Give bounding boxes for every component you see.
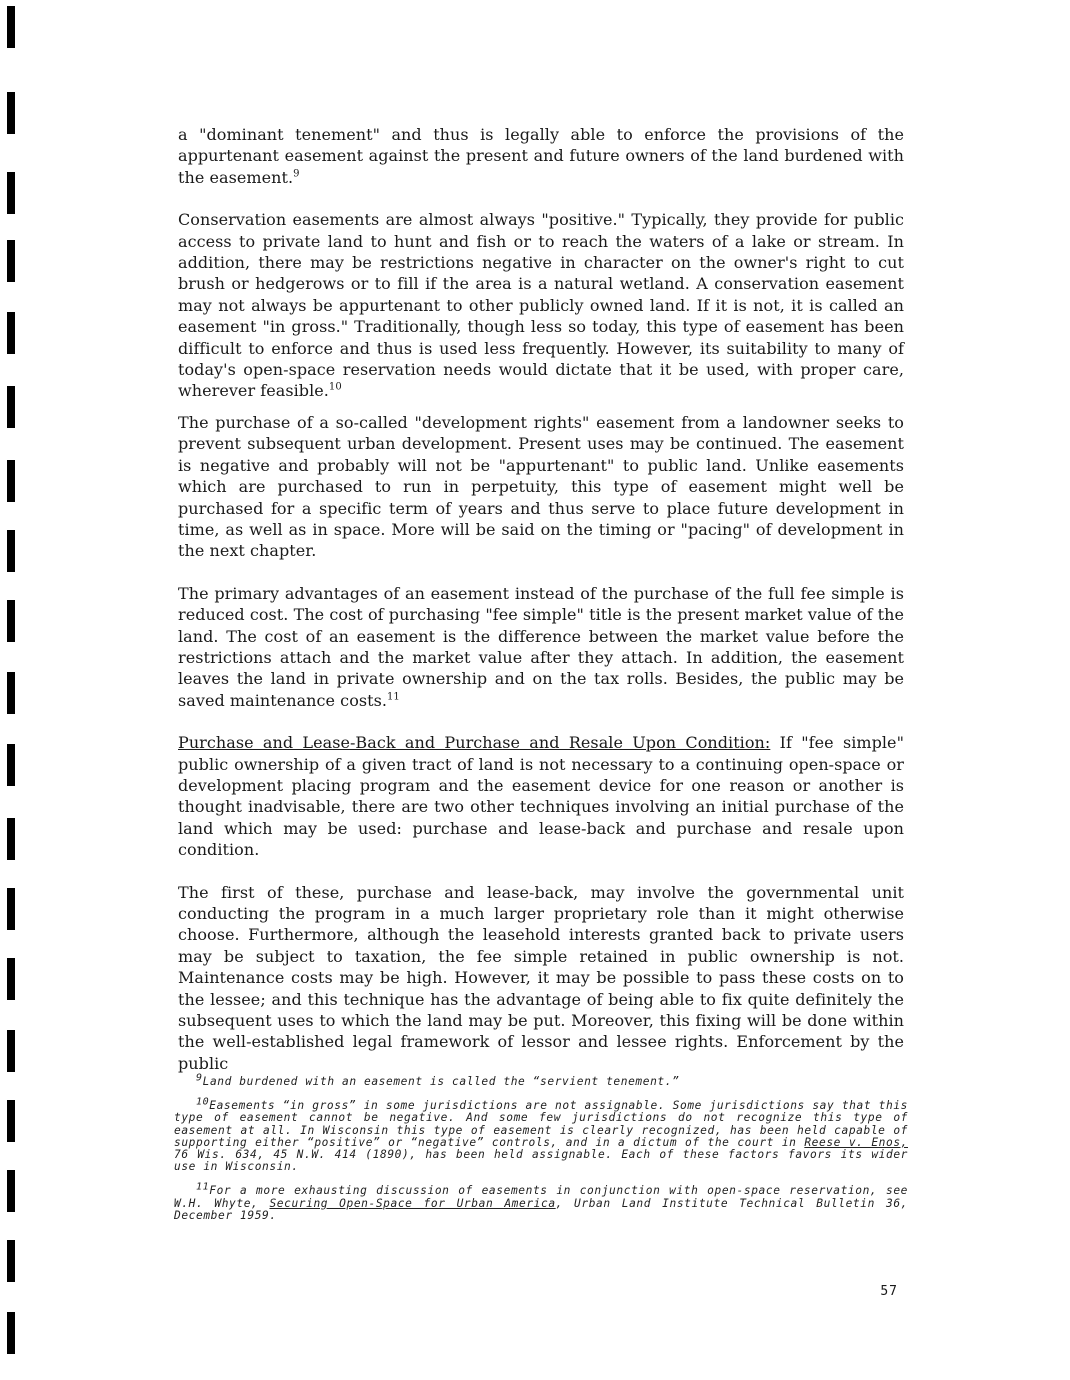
- book-title: Securing Open-Space for Urban America: [269, 1196, 556, 1210]
- footnote-mark: 9: [196, 1072, 203, 1084]
- footnote-ref-10: 10: [328, 382, 342, 394]
- footnote-9: 9Land burdened with an easement is called the “servient tenement.”: [196, 1072, 680, 1088]
- binding-hole: [7, 600, 15, 642]
- footnote-11: 11For a more exhausting discussion of easements in conjunction with open-space reservation, see W.H. Whyte, Securing Open-Space for Urban America, Urban Land Institute Technical Bulletin 36, December 1959.: [174, 1181, 908, 1222]
- footnote-10: 10Easements “in gross” in some jurisdictions are not assignable. Some jurisdictions say that this type of easement cannot be negative. And some few jurisdictions do not recognize this type of easement at all. In Wisconsin this type of easement is clearly recognized, has been held capable of supporting either “positive” or “negative” controls, and in a dictum of the court in Reese v. Enos, 76 Wis. 634, 45 N.W. 414 (1890), has been held assignable. Each of these factors favors its wider use in Wisconsin.: [174, 1096, 908, 1174]
- binding-hole: [7, 958, 15, 1000]
- binding-hole: [7, 386, 15, 428]
- binding-hole: [7, 818, 15, 860]
- page-number: 57: [880, 1284, 898, 1299]
- footnote-ref-11: 11: [387, 691, 400, 703]
- binding-hole: [7, 1030, 15, 1072]
- binding-hole: [7, 240, 15, 282]
- binding-hole: [7, 1312, 15, 1354]
- paragraph-development-rights: The purchase of a so-called "development rights" easement from a landowner seeks to prevent subsequent urban development. Present uses may be continued. The easement is negative and probably will not be "appurtenant" to public land. Unlike easements which are purchased to run in perpetuity, this type of easement might well be purchased for a specific term of years and thus serve to place future development in time, as well as in space. More will be said on the timing or "pacing" of development in the next chapter.: [178, 412, 904, 561]
- binding-hole: [7, 1170, 15, 1212]
- paragraph-purchase-lease-back: Purchase and Lease-Back and Purchase and Resale Upon Condition: If "fee simple" public ownership of a given tract of land is not necessary to a continuing open-space or development placing program and the easement device for one reason or another is thought inadvisable, there are two other techniques involving an initial purchase of the land which may be used: purchase and lease-back and purchase and resale upon condition.: [178, 733, 904, 860]
- page-body: [178, 124, 904, 1074]
- paragraph-first-of-these: The first of these, purchase and lease-back, may involve the governmental unit conducting the program in a much larger proprietary role than it might otherwise choose. Furthermore, although the leasehold interests granted back to private users may be subject to taxation, the fee simple retained in public ownership is not. Maintenance costs may be high. However, it may be possible to pass these costs on to the lessee; and this technique has the advantage of being able to fix quite definitely the subsequent uses to which the land may be put. Moreover, this fixing will be done within the well-established legal framework of lessor and lessee rights. Enforcement by the public: [178, 882, 904, 1073]
- binding-hole: [7, 530, 15, 572]
- footnote-mark: 10: [196, 1096, 210, 1108]
- binding-hole: [7, 312, 15, 354]
- binding-hole: [7, 1240, 15, 1282]
- binding-hole: [7, 92, 15, 134]
- section-heading: Purchase and Lease-Back and Purchase and Resale Upon Condition:: [178, 733, 771, 753]
- binding-hole: [7, 6, 15, 48]
- paragraph-primary-advantages: The primary advantages of an easement instead of the purchase of the full fee simple is reduced cost. The cost of purchasing "fee simple" title is the present market value of the land. The cost of an easement is the difference between the market value before the restrictions attach and the market value after they attach. In addition, the easement leaves the land in private ownership and on the tax rolls. Besides, the public may be saved maintenance costs.$^{11}$: [178, 583, 904, 710]
- footnotes: [174, 1072, 908, 1222]
- binding-hole: [7, 744, 15, 786]
- footnote-mark: 11: [196, 1181, 210, 1193]
- binding-hole: [7, 672, 15, 714]
- binding-hole: [7, 1100, 15, 1142]
- case-citation: Reese v. Enos,: [804, 1135, 908, 1149]
- binding-hole: [7, 888, 15, 930]
- footnote-ref-9: 9: [293, 168, 300, 180]
- binding-holes: [0, 0, 30, 1380]
- binding-hole: [7, 172, 15, 214]
- paragraph-dominant-tenement: a "dominant tenement" and thus is legally able to enforce the provisions of the appurtenant easement against the present and future owners of the land burdened with the easement.$^9$: [178, 125, 904, 187]
- paragraph-conservation-easements: Conservation easements are almost always "positive." Typically, they provide for public access to private land to hunt and fish or to reach the waters of a lake or stream. In addition, there may be restrictions negative in character on the owner's right to cut brush or hedgerows or to fill if the area is a natural wetland. A conservation easement may not always be appurtenant to other publicly owned land. If it is not, it is called an easement "in gross." Traditionally, though less so today, this type of easement has been difficult to enforce and thus is used less frequently. However, its suitability to many of today's open-space reservation needs would dictate that it be used, with proper care, wherever feasible.$^{10}$: [178, 210, 904, 401]
- binding-hole: [7, 460, 15, 502]
